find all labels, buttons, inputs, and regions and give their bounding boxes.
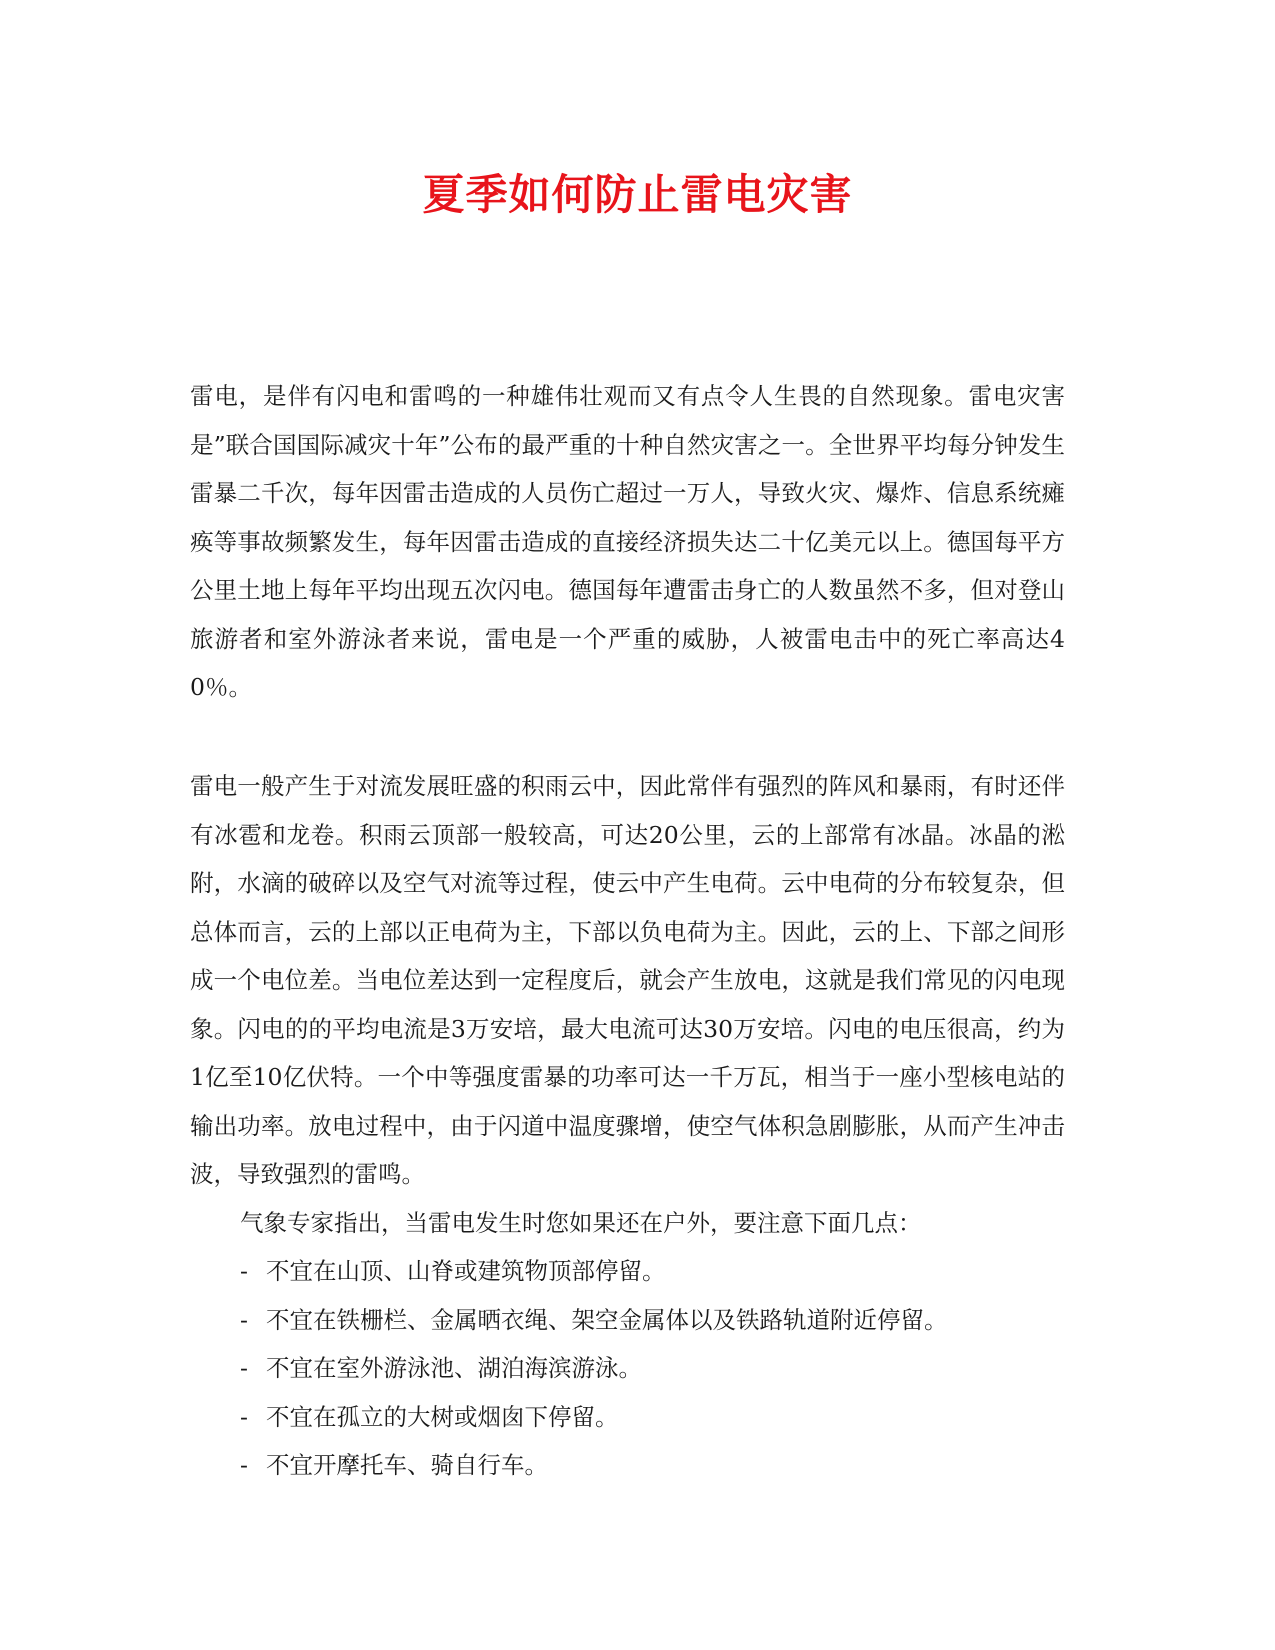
list-item	[240, 1441, 1065, 1490]
list-item	[240, 1393, 1065, 1442]
paragraph-lightning-formation: 雷电一般产生于对流发展旺盛的积雨云中，因此常伴有强烈的阵风和暴雨，有时还伴有冰雹和龙卷。积雨云顶部一般较高，可达20公里，云的上部常有冰晶。冰晶的淞附，水滴的破碎以及空气对流等过程，使云中产生电荷。云中电荷的分布较复杂，但总体而言，云的上部以正电荷为主，下部以负电荷为主。因此，云的上、下部之间形成一个电位差。当电位差达到一定程度后，就会产生放电，这就是我们常见的闪电现象。闪电的的平均电流是3万安培，最大电流可达30万安培。闪电的电压很高，约为1亿至10亿伏特。一个中等强度雷暴的功率可达一千万瓦，相当于一座小型核电站的输出功率。放电过程中，由于闪道中温度骤增，使空气体积急剧膨胀，从而产生冲击波，导致强烈的雷鸣。	[190, 772, 1065, 1188]
list-dash: -	[240, 1354, 248, 1382]
list-item	[240, 1344, 1065, 1393]
list-item-text: 不宜在室外游泳池、湖泊海滨游泳。	[266, 1354, 642, 1382]
list-item-text: 不宜开摩托车、骑自行车。	[266, 1451, 548, 1479]
list-dash: -	[240, 1257, 248, 1285]
list-item	[240, 1247, 1065, 1296]
list-item-text: 不宜在山顶、山脊或建筑物顶部停留。	[266, 1257, 666, 1285]
list-item-text: 不宜在铁栅栏、金属晒衣绳、架空金属体以及铁路轨道附近停留。	[266, 1305, 948, 1334]
safety-intro: 气象专家指出，当雷电发生时您如果还在户外，要注意下面几点：	[240, 1209, 922, 1237]
paragraph-lightning-intro: 雷电，是伴有闪电和雷鸣的一种雄伟壮观而又有点令人生畏的自然现象。雷电灾害是”联合国国际减灾十年”公布的最严重的十种自然灾害之一。全世界平均每分钟发生雷暴二千次，每年因雷击造成的人员伤亡超过一万人，导致火灾、爆炸、信息系统瘫痪等事故频繁发生，每年因雷击造成的直接经济损失达二十亿美元以上。德国每平方公里土地上每年平均出现五次闪电。德国每年遭雷击身亡的人数虽然不多，但对登山旅游者和室外游泳者来说，雷电是一个严重的威胁，人被雷电击中的死亡率高达40％。	[190, 382, 1065, 701]
safety-tips-list	[240, 1247, 1065, 1490]
list-dash: -	[240, 1402, 248, 1431]
list-item-text: 不宜在孤立的大树或烟囱下停留。	[266, 1402, 619, 1431]
list-item	[240, 1296, 1065, 1345]
list-dash: -	[240, 1451, 248, 1479]
page-title: 夏季如何防止雷电灾害	[422, 170, 853, 219]
list-dash: -	[240, 1305, 248, 1334]
